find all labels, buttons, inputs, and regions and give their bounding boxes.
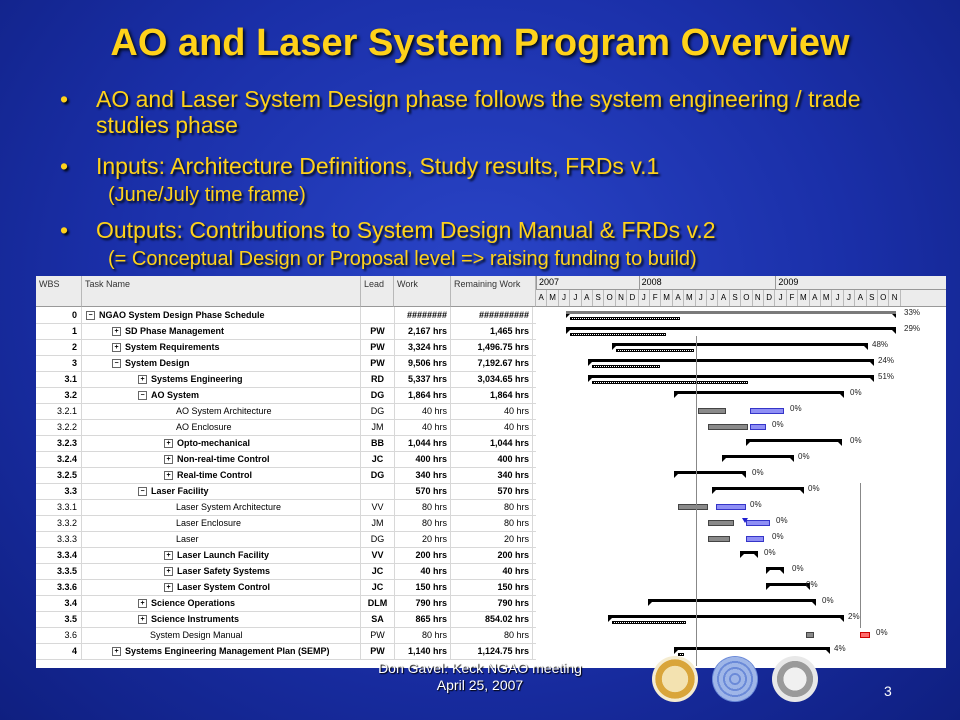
timeline-month-label: M: [684, 290, 695, 306]
task-name: AO Enclosure: [176, 422, 232, 432]
bullet-text: Outputs: Contributions to System Design Manual & FRDs v.2: [96, 217, 716, 243]
slide-title: AO and Laser System Program Overview: [110, 22, 850, 64]
wbs-cell: 3.2: [36, 387, 82, 403]
remaining-work-cell: 150 hrs: [451, 579, 533, 595]
table-row[interactable]: [36, 531, 536, 548]
wbs-cell: 3.2.3: [36, 435, 82, 451]
task-bar[interactable]: [806, 632, 814, 638]
timeline-month-label: M: [547, 290, 558, 306]
timeline-month-label: J: [696, 290, 707, 306]
lead-cell: JC: [361, 563, 395, 579]
task-name: AO System Architecture: [176, 406, 272, 416]
wbs-cell: 3.3.6: [36, 579, 82, 595]
task-name: Laser System Control: [177, 582, 271, 592]
wbs-cell: 3.2.1: [36, 403, 82, 419]
wbs-cell: 3.4: [36, 595, 82, 611]
task-name: NGAO System Design Phase Schedule: [99, 310, 265, 320]
progress-bar[interactable]: [570, 333, 666, 336]
percent-complete-label: 0%: [822, 596, 834, 605]
percent-complete-label: 33%: [904, 308, 921, 317]
progress-bar[interactable]: [616, 349, 694, 352]
percent-complete-label: 51%: [878, 372, 895, 381]
wbs-cell: 2: [36, 339, 82, 355]
task-name: Laser System Architecture: [176, 502, 282, 512]
work-cell: 2,167 hrs: [394, 323, 451, 339]
work-cell: 9,506 hrs: [394, 355, 451, 371]
task-name-cell[interactable]: [82, 579, 361, 595]
lead-cell: VV: [361, 547, 395, 563]
timeline-month-label: O: [604, 290, 615, 306]
table-row[interactable]: [36, 627, 536, 644]
timeline-month-label: D: [627, 290, 638, 306]
table-row[interactable]: [36, 483, 536, 500]
percent-complete-label: 48%: [872, 340, 889, 349]
remaining-work-cell: 854.02 hrs: [451, 611, 533, 627]
bullet-dot-icon: •: [60, 153, 69, 179]
collapse-toggle-icon[interactable]: −: [86, 311, 95, 320]
task-name: Non-real-time Control: [177, 454, 270, 464]
remaining-work-cell: 200 hrs: [451, 547, 533, 563]
task-name-cell[interactable]: [82, 419, 361, 435]
summary-bar[interactable]: [740, 551, 758, 554]
remaining-work-cell: 7,192.67 hrs: [451, 355, 533, 371]
timeline-month-label: A: [810, 290, 821, 306]
percent-complete-label: 0%: [798, 452, 810, 461]
wbs-cell: 3.1: [36, 371, 82, 387]
percent-complete-label: 0%: [806, 580, 818, 589]
timeline-month-label: F: [787, 290, 798, 306]
remaining-work-cell: 340 hrs: [451, 467, 533, 483]
bullet-text: AO and Laser System Design phase follows the system engineering / trade studies phase: [96, 86, 861, 138]
percent-complete-label: 0%: [876, 628, 888, 637]
timeline-month-label: J: [570, 290, 581, 306]
expand-toggle-icon[interactable]: +: [164, 567, 173, 576]
table-row[interactable]: [36, 515, 536, 532]
task-name-cell[interactable]: [82, 563, 361, 579]
task-name-cell[interactable]: [82, 371, 361, 387]
column-header-task-name[interactable]: Task Name: [82, 276, 361, 307]
percent-complete-label: 0%: [850, 436, 862, 445]
timeline-month-label: M: [821, 290, 832, 306]
summary-bar[interactable]: [766, 567, 784, 570]
collapse-toggle-icon[interactable]: −: [138, 487, 147, 496]
task-name-cell[interactable]: [82, 355, 361, 371]
timeline-month-label: S: [730, 290, 741, 306]
summary-bar[interactable]: [588, 375, 874, 378]
timeline-year-label: 2008: [639, 276, 662, 289]
table-row[interactable]: [36, 467, 536, 484]
work-cell: 1,140 hrs: [394, 643, 451, 659]
critical-task-bar[interactable]: [746, 520, 770, 526]
lead-cell: PW: [361, 627, 395, 643]
summary-bar[interactable]: [674, 391, 844, 394]
lead-cell: PW: [361, 323, 395, 339]
task-table: [36, 276, 536, 668]
task-name-cell[interactable]: [82, 339, 361, 355]
lead-cell: JM: [361, 419, 395, 435]
lead-cell: DG: [361, 531, 395, 547]
work-cell: 3,324 hrs: [394, 339, 451, 355]
lead-cell: DG: [361, 403, 395, 419]
remaining-work-cell: 1,496.75 hrs: [451, 339, 533, 355]
wbs-cell: 3.3: [36, 483, 82, 499]
percent-complete-label: 0%: [776, 516, 788, 525]
task-name: System Requirements: [125, 342, 220, 352]
milestone-bar[interactable]: [860, 632, 870, 638]
summary-bar[interactable]: [746, 439, 842, 442]
timeline-month-label: S: [593, 290, 604, 306]
timeline-month-label: A: [582, 290, 593, 306]
percent-complete-label: 0%: [792, 564, 804, 573]
timeline-month-label: A: [855, 290, 866, 306]
table-row[interactable]: [36, 611, 536, 628]
work-cell: 80 hrs: [394, 627, 451, 643]
work-cell: 200 hrs: [394, 547, 451, 563]
lead-cell: PW: [361, 339, 395, 355]
table-row[interactable]: [36, 323, 536, 340]
table-row[interactable]: [36, 307, 536, 324]
task-name-cell[interactable]: [82, 451, 361, 467]
wbs-cell: 3.5: [36, 611, 82, 627]
timeline-month-label: O: [741, 290, 752, 306]
task-bar[interactable]: [708, 536, 730, 542]
task-name-cell[interactable]: [82, 627, 361, 643]
task-name-cell[interactable]: [82, 483, 361, 499]
task-name: Real-time Control: [177, 470, 253, 480]
wbs-cell: 3: [36, 355, 82, 371]
percent-complete-label: 0%: [750, 500, 762, 509]
expand-toggle-icon[interactable]: +: [112, 343, 121, 352]
work-cell: 570 hrs: [394, 483, 451, 499]
table-row[interactable]: [36, 595, 536, 612]
remaining-work-cell: 80 hrs: [451, 627, 533, 643]
wbs-cell: 3.2.5: [36, 467, 82, 483]
task-name-cell[interactable]: [82, 531, 361, 547]
percent-complete-label: 0%: [772, 532, 784, 541]
percent-complete-label: 0%: [808, 484, 820, 493]
work-cell: 865 hrs: [394, 611, 451, 627]
column-header-lead[interactable]: Lead: [361, 276, 394, 307]
critical-task-bar[interactable]: [716, 504, 746, 510]
task-name: AO System: [151, 390, 200, 400]
work-cell: 400 hrs: [394, 451, 451, 467]
percent-complete-label: 0%: [764, 548, 776, 557]
task-bar[interactable]: [698, 408, 726, 414]
footer-line-2: April 25, 2007: [436, 677, 524, 693]
timeline-year-label: 2007: [536, 276, 559, 289]
task-name-cell[interactable]: [82, 467, 361, 483]
task-name: Laser Launch Facility: [177, 550, 270, 560]
wbs-cell: 3.3.4: [36, 547, 82, 563]
wbs-cell: 3.6: [36, 627, 82, 643]
expand-toggle-icon[interactable]: +: [164, 439, 173, 448]
remaining-work-cell: 40 hrs: [451, 563, 533, 579]
task-name-cell[interactable]: [82, 515, 361, 531]
remaining-work-cell: 20 hrs: [451, 531, 533, 547]
work-cell: 80 hrs: [394, 515, 451, 531]
work-cell: 40 hrs: [394, 419, 451, 435]
percent-complete-label: 0%: [850, 388, 862, 397]
timeline-month-label: A: [673, 290, 684, 306]
summary-bar[interactable]: [674, 471, 746, 474]
task-name-cell[interactable]: [82, 387, 361, 403]
table-row[interactable]: [36, 547, 536, 564]
work-cell: 40 hrs: [394, 403, 451, 419]
collapse-toggle-icon[interactable]: −: [112, 359, 121, 368]
timeline-month-label: A: [536, 290, 547, 306]
expand-toggle-icon[interactable]: +: [112, 327, 121, 336]
task-name-cell[interactable]: [82, 611, 361, 627]
percent-complete-label: 29%: [904, 324, 921, 333]
bullet-subtext: (= Conceptual Design or Proposal level => raising funding to build): [108, 248, 697, 270]
expand-toggle-icon[interactable]: +: [138, 615, 147, 624]
task-name: Science Operations: [151, 598, 236, 608]
summary-bar[interactable]: [674, 647, 830, 650]
work-cell: 790 hrs: [394, 595, 451, 611]
bullet-dot-icon: •: [60, 217, 69, 243]
remaining-work-cell: 790 hrs: [451, 595, 533, 611]
remaining-work-cell: 1,044 hrs: [451, 435, 533, 451]
percent-complete-label: 2%: [848, 612, 860, 621]
timeline-month-label: O: [878, 290, 889, 306]
wbs-cell: 3.3.1: [36, 499, 82, 515]
task-name-cell[interactable]: [82, 323, 361, 339]
lead-cell: SA: [361, 611, 395, 627]
wbs-cell: 3.2.2: [36, 419, 82, 435]
timeline-month-label: J: [832, 290, 843, 306]
summary-bar[interactable]: [712, 487, 804, 490]
timeline-month-label: D: [764, 290, 775, 306]
progress-bar[interactable]: [592, 381, 748, 384]
lead-cell: VV: [361, 499, 395, 515]
dependency-arrow-icon: [742, 518, 748, 523]
task-name-cell[interactable]: [82, 403, 361, 419]
gantt-chart: [36, 276, 946, 668]
table-row[interactable]: [36, 387, 536, 404]
work-cell: 40 hrs: [394, 563, 451, 579]
table-row[interactable]: [36, 403, 536, 420]
table-row[interactable]: [36, 451, 536, 468]
wbs-cell: 0: [36, 307, 82, 323]
progress-bar[interactable]: [570, 317, 680, 320]
remaining-work-cell: 1,465 hrs: [451, 323, 533, 339]
timeline-month-label: J: [775, 290, 786, 306]
wbs-cell: 3.3.5: [36, 563, 82, 579]
remaining-work-cell: 1,864 hrs: [451, 387, 533, 403]
table-row[interactable]: [36, 579, 536, 596]
remaining-work-cell: 400 hrs: [451, 451, 533, 467]
work-cell: ########: [394, 307, 451, 323]
task-bar[interactable]: [708, 520, 734, 526]
task-name: Opto-mechanical: [177, 438, 251, 448]
table-row[interactable]: [36, 499, 536, 516]
summary-bar[interactable]: [608, 615, 844, 618]
table-row[interactable]: [36, 371, 536, 388]
work-cell: 150 hrs: [394, 579, 451, 595]
task-bar[interactable]: [678, 504, 708, 510]
percent-complete-label: 0%: [752, 468, 764, 477]
remaining-work-cell: 40 hrs: [451, 419, 533, 435]
percent-complete-label: 4%: [834, 644, 846, 653]
critical-task-bar[interactable]: [746, 536, 764, 542]
remaining-work-cell: 40 hrs: [451, 403, 533, 419]
task-name-cell[interactable]: [82, 499, 361, 515]
collapse-toggle-icon[interactable]: −: [138, 391, 147, 400]
timeline-month-label: N: [753, 290, 764, 306]
column-header-remaining-work[interactable]: Remaining Work: [451, 276, 536, 307]
task-bar[interactable]: [708, 424, 748, 430]
dependency-line: [860, 483, 861, 628]
percent-complete-label: 0%: [772, 420, 784, 429]
task-name: Laser Enclosure: [176, 518, 242, 528]
timeline-month-label: J: [844, 290, 855, 306]
today-line: [696, 336, 697, 666]
lead-cell: JM: [361, 515, 395, 531]
footer: [0, 660, 960, 700]
task-name: System Design Manual: [150, 630, 243, 640]
bullet-text: Inputs: Architecture Definitions, Study results, FRDs v.1: [96, 153, 660, 179]
summary-bar[interactable]: [648, 599, 816, 602]
summary-bar[interactable]: [612, 343, 868, 346]
lead-cell: [361, 483, 395, 499]
task-name: Laser: [176, 534, 199, 544]
timeline-month-label: M: [798, 290, 809, 306]
timeline-month-label: J: [639, 290, 650, 306]
work-cell: 5,337 hrs: [394, 371, 451, 387]
summary-bar[interactable]: [588, 359, 874, 362]
table-row[interactable]: [36, 419, 536, 436]
expand-toggle-icon[interactable]: +: [164, 583, 173, 592]
remaining-work-cell: ##########: [451, 307, 533, 323]
timeline-month-row: [536, 290, 946, 307]
expand-toggle-icon[interactable]: +: [138, 599, 147, 608]
lead-cell: BB: [361, 435, 395, 451]
page-number: 3: [884, 683, 892, 699]
table-row[interactable]: [36, 643, 536, 660]
expand-toggle-icon[interactable]: +: [164, 455, 173, 464]
table-row[interactable]: [36, 563, 536, 580]
work-cell: 1,864 hrs: [394, 387, 451, 403]
timeline-month-label: N: [889, 290, 900, 306]
timeline-month-label: M: [661, 290, 672, 306]
expand-toggle-icon[interactable]: +: [138, 375, 147, 384]
remaining-work-cell: 570 hrs: [451, 483, 533, 499]
lead-cell: DG: [361, 387, 395, 403]
task-name: SD Phase Management: [125, 326, 225, 336]
task-name-cell[interactable]: [82, 595, 361, 611]
remaining-work-cell: 3,034.65 hrs: [451, 371, 533, 387]
timeline-month-label: J: [707, 290, 718, 306]
work-cell: 20 hrs: [394, 531, 451, 547]
timeline-month-label: A: [718, 290, 729, 306]
work-cell: 1,044 hrs: [394, 435, 451, 451]
expand-toggle-icon[interactable]: +: [164, 551, 173, 560]
table-row[interactable]: [36, 435, 536, 452]
lead-cell: JC: [361, 579, 395, 595]
summary-bar[interactable]: [566, 311, 896, 314]
table-row[interactable]: [36, 355, 536, 372]
expand-toggle-icon[interactable]: +: [164, 471, 173, 480]
bullet-dot-icon: •: [60, 86, 69, 112]
table-row[interactable]: [36, 339, 536, 356]
task-name-cell[interactable]: [82, 547, 361, 563]
timeline-month-label: J: [559, 290, 570, 306]
wbs-cell: 1: [36, 323, 82, 339]
footer-line-1: Don Gavel: Keck NGAO meeting: [378, 660, 582, 676]
timeline-year-row: [536, 276, 946, 290]
remaining-work-cell: 80 hrs: [451, 499, 533, 515]
work-cell: 340 hrs: [394, 467, 451, 483]
task-name: Laser Safety Systems: [177, 566, 271, 576]
summary-bar[interactable]: [566, 327, 896, 330]
task-name: Systems Engineering: [151, 374, 243, 384]
percent-complete-label: 24%: [878, 356, 895, 365]
timeline-month-label: S: [867, 290, 878, 306]
task-name: System Design: [125, 358, 190, 368]
summary-bar[interactable]: [722, 455, 794, 458]
task-name-cell[interactable]: [82, 435, 361, 451]
task-name: Laser Facility: [151, 486, 209, 496]
lead-cell: [361, 307, 395, 323]
task-name-cell[interactable]: [82, 307, 361, 323]
timeline-year-label: 2009: [775, 276, 798, 289]
lead-cell: PW: [361, 355, 395, 371]
progress-bar[interactable]: [612, 621, 686, 624]
critical-task-bar[interactable]: [750, 424, 766, 430]
column-header-wbs[interactable]: WBS: [36, 276, 82, 307]
lead-cell: DG: [361, 467, 395, 483]
lead-cell: JC: [361, 451, 395, 467]
lead-cell: PW: [361, 643, 395, 659]
timeline-month-label: F: [650, 290, 661, 306]
wbs-cell: 3.3.2: [36, 515, 82, 531]
progress-bar[interactable]: [592, 365, 660, 368]
lead-cell: DLM: [361, 595, 395, 611]
work-cell: 80 hrs: [394, 499, 451, 515]
summary-bar[interactable]: [766, 583, 810, 586]
critical-task-bar[interactable]: [750, 408, 784, 414]
wbs-cell: 3.3.3: [36, 531, 82, 547]
expand-toggle-icon[interactable]: +: [112, 647, 121, 656]
bullet-subtext: (June/July time frame): [108, 184, 306, 206]
timeline-chart: [536, 276, 946, 668]
column-header-work[interactable]: Work: [394, 276, 451, 307]
remaining-work-cell: 1,124.75 hrs: [451, 643, 533, 659]
wbs-cell: 3.2.4: [36, 451, 82, 467]
timeline-month-label: N: [616, 290, 627, 306]
wbs-cell: 4: [36, 643, 82, 659]
task-name: Science Instruments: [151, 614, 240, 624]
lead-cell: RD: [361, 371, 395, 387]
task-name: Systems Engineering Management Plan (SEMP): [125, 646, 330, 656]
percent-complete-label: 0%: [790, 404, 802, 413]
remaining-work-cell: 80 hrs: [451, 515, 533, 531]
task-name-cell[interactable]: [82, 643, 361, 659]
